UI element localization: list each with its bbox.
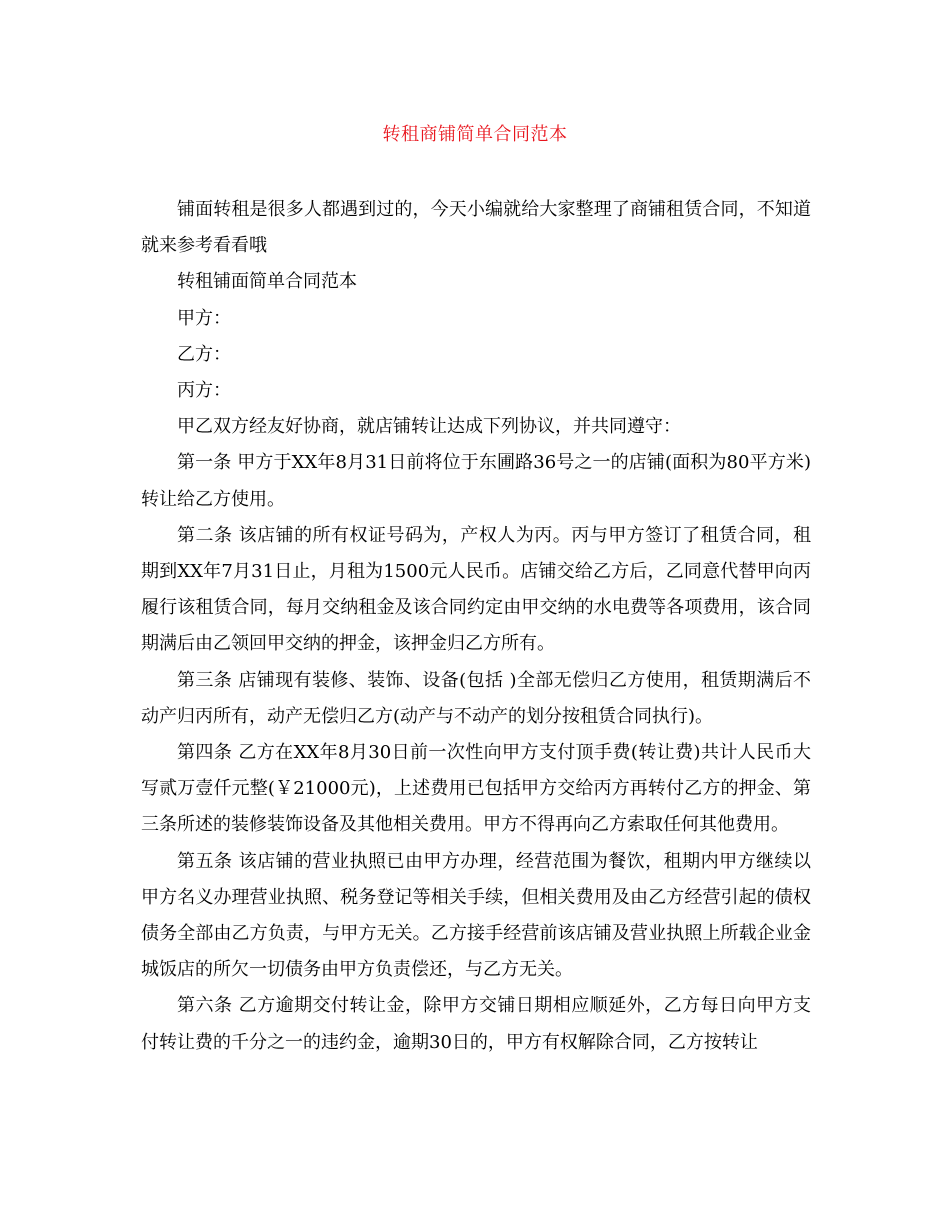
document-body	[141, 192, 811, 1061]
article-3: 第三条 店铺现有装修、装饰、设备(包括 )全部无偿归乙方使用，租赁期满后不动产归丙所有，动产无偿归乙方(动产与不动产的划分按租赁合同执行)。	[141, 669, 811, 727]
document-title: 转租商铺简单合同范本	[382, 124, 568, 145]
party-a-line: 甲方：	[177, 307, 231, 329]
party-c-line: 丙方：	[177, 380, 231, 402]
intro-paragraph: 铺面转租是很多人都遇到过的，今天小编就给大家整理了商铺租赁合同，不知道就来参考看看哦	[141, 199, 811, 257]
article-5: 第五条 该店铺的营业执照已由甲方办理，经营范围为餐饮，租期内甲方继续以甲方名义办理营业执照、税务登记等相关手续，但相关费用及由乙方经营引起的债权债务全部由乙方负责，与甲方无关。乙方接手经营前该店铺及营业执照上所载企业金城饭店的所欠一切债务由甲方负责偿还，与乙方无关。	[141, 850, 811, 981]
article-4: 第四条 乙方在XX年8月30日前一次性向甲方支付顶手费(转让费)共计人民币大写贰万壹仟元整(￥21000元)，上述费用已包括甲方交给丙方再转付乙方的押金、第三条所述的装修装饰设备及其他相关费用。甲方不得再向乙方索取任何其他费用。	[141, 742, 811, 836]
party-b-line: 乙方：	[177, 343, 231, 365]
article-6: 第六条 乙方逾期交付转让金，除甲方交铺日期相应顺延外，乙方每日向甲方支付转让费的千分之一的违约金，逾期30日的，甲方有权解除合同，乙方按转让	[141, 995, 811, 1053]
agreement-preamble: 甲乙双方经友好协商，就店铺转让达成下列协议，并共同遵守：	[177, 416, 681, 438]
subtitle-paragraph: 转租铺面简单合同范本	[177, 271, 357, 293]
article-2: 第二条 该店铺的所有权证号码为，产权人为丙。丙与甲方签订了租赁合同，租期到XX年7月31日止，月租为1500元人民币。店铺交给乙方后，乙同意代替甲向丙履行该租赁合同，每月交纳租金及该合同约定由甲交纳的水电费等各项费用，该合同期满后由乙领回甲交纳的押金，该押金归乙方所有。	[141, 524, 811, 655]
article-1: 第一条 甲方于XX年8月31日前将位于东圃路36号之一的店铺(面积为80平方米)转让给乙方使用。	[141, 452, 811, 510]
